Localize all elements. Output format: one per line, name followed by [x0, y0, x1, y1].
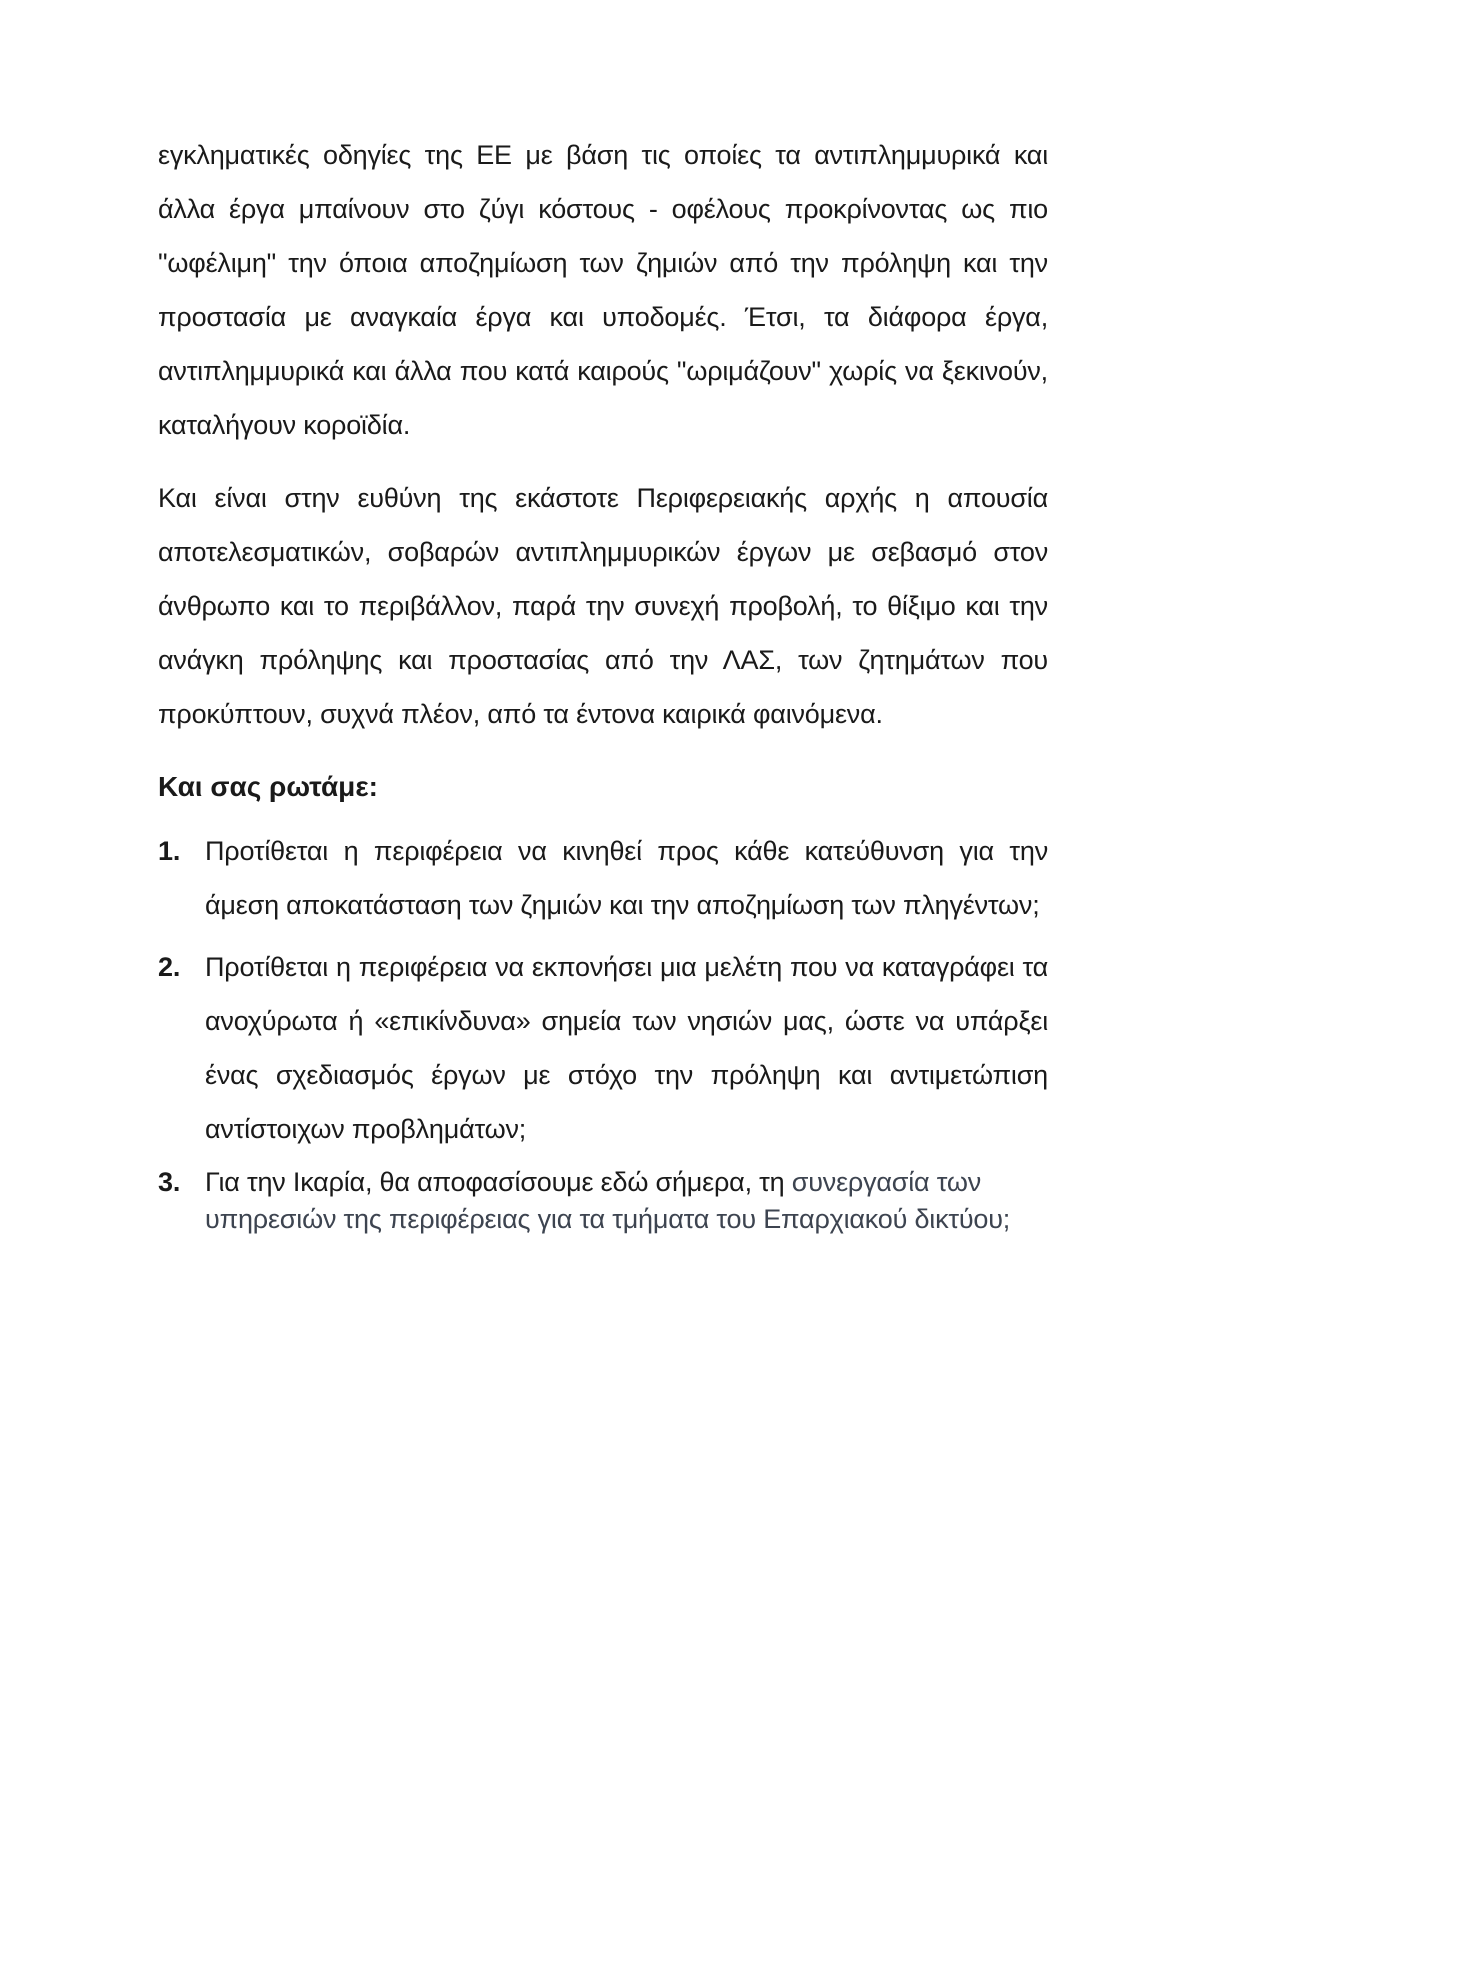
- list-item-3: [158, 1164, 1048, 1238]
- list-item-3-text-plain: Για την Ικαρία, θα αποφασίσουμε εδώ σήμερα, τη: [205, 1167, 792, 1197]
- list-item-2: [158, 940, 1048, 1156]
- list-item-3-text-highlighted: συνεργασία των υπηρεσιών της περιφέρειας για τα τμήματα του Επαρχιακού δικτύου;: [205, 1167, 1011, 1234]
- paragraph-regional-responsibility: Και είναι στην ευθύνη της εκάστοτε Περιφερειακής αρχής η απουσία αποτελεσματικών, σοβαρών αντιπλημμυρικών έργων με σεβασμό στον άνθρωπο και το περιβάλλον, παρά την συνεχή προβολή, το θίξιμο και την ανάγκη πρόληψης και προστασίας από την ΛΑΣ, των ζητημάτων που προκύπτουν, συχνά πλέον, από τα έντονα καιρικά φαινόμενα.: [158, 483, 1048, 729]
- list-item-2-text: Προτίθεται η περιφέρεια να εκπονήσει μια μελέτη που να καταγράφει τα ανοχύρωτα ή «επικίνδυνα» σημεία των νησιών μας, ώστε να υπάρξει ένας σχεδιασμός έργων με στόχο την πρόληψη και αντιμετώπιση αντίστοιχων προβλημάτων;: [205, 952, 1048, 1144]
- list-item-1-number: 1.: [158, 836, 181, 866]
- document-content: [158, 128, 1048, 1238]
- paragraph-flood-directives: εγκληματικές οδηγίες της ΕΕ με βάση τις οποίες τα αντιπλημμυρικά και άλλα έργα μπαίνουν στο ζύγι κόστους - οφέλους προκρίνοντας ως πιο "ωφέλιμη" την όποια αποζημίωση των ζημιών από την πρόληψη και την προστασία με αναγκαία έργα και υποδομές. Έτσι, τα διάφορα έργα, αντιπλημμυρικά και άλλα που κατά καιρούς "ωριμάζουν" χωρίς να ξεκινούν, καταλήγουν κοροϊδία.: [158, 140, 1048, 440]
- list-item-3-text: [205, 1164, 1048, 1238]
- list-item-3-number: 3.: [158, 1167, 181, 1197]
- list-item-1-text: Προτίθεται η περιφέρεια να κινηθεί προς κάθε κατεύθυνση για την άμεση αποκατάσταση των ζημιών και την αποζημίωση των πληγέντων;: [205, 836, 1048, 920]
- question-list: [158, 824, 1048, 1238]
- list-item-2-number: 2.: [158, 952, 181, 982]
- list-item-1: [158, 824, 1048, 932]
- question-heading: Και σας ρωτάμε:: [158, 771, 378, 802]
